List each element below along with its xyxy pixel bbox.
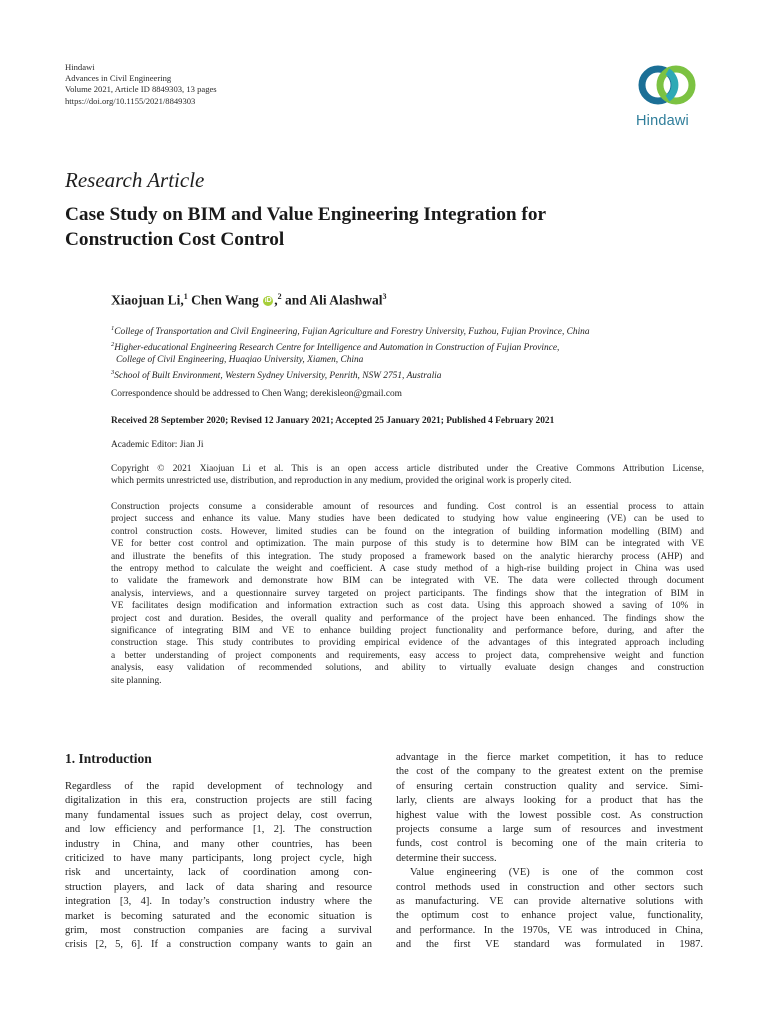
body-line: determine their success.: [396, 852, 497, 864]
author-name[interactable]: Xiaojuan Li,: [111, 292, 184, 308]
publisher-name: Hindawi: [65, 62, 95, 72]
body-line: integration [3, 4]. In today’s construction industry where the: [65, 896, 372, 908]
body-line: larly, clients are always looking for a product that has the: [396, 795, 703, 807]
body-line: criticized to have many participants, long project cycle, high: [65, 853, 372, 865]
doi-link[interactable]: https://doi.org/10.1155/2021/8849303: [65, 95, 196, 106]
body-line: highest value with the lowest possible cost. As construction: [396, 809, 703, 821]
abstract-line: control construction costs. However, limited studies can be found on the integration of building information modelling (BIM) and: [111, 526, 704, 537]
body-line: and the first VE standard was formulated in 1987.: [396, 939, 703, 951]
affiliation: $^1$College of Transportation and Civil Engineering, Fujian Agriculture and Forestry University, Fuzhou, Fujian Province, China: [111, 325, 590, 338]
orcid-icon[interactable]: iD: [264, 297, 272, 305]
abstract-line: VE facilitates design modification and information extraction such as cost data. Using this approach showed a saving of 10% in: [111, 601, 704, 612]
body-line: projects consume a large sum of resources and investment: [396, 824, 703, 836]
body-column-right: [396, 751, 703, 953]
body-line: many fundamental issues such as project delay, cost overrun,: [65, 809, 372, 821]
body-line: industry in China, and many other countries, has been: [65, 838, 372, 850]
copyright-line: Copyright © 2021 Xiaojuan Li et al. This is an open access article distributed under the Creative Commons Attribution License,: [111, 464, 704, 474]
author-name[interactable]: and Ali Alashwal: [284, 292, 383, 308]
body-line: Regardless of the rapid development of technology and: [65, 781, 372, 792]
body-line: crisis [2, 5, 6]. If a construction company wants to gain an: [65, 939, 372, 951]
abstract: [111, 501, 704, 687]
title-line: Construction Cost Control: [65, 229, 285, 250]
author-affil-ref: 1: [183, 292, 188, 301]
body-line: as manufacturing. VE can provide alternative solutions with: [396, 896, 703, 908]
article-type: Research Article: [65, 168, 205, 192]
copyright-line: which permits unrestricted use, distribution, and reproduction in any medium, provided the original work is properly cited.: [111, 476, 572, 487]
body-line: control methods used in construction and other sectors such: [396, 881, 703, 893]
abstract-line: analysis, interviews, and a questionnaire survey targeted on project participants. The findings show that the integration of BIM in: [111, 588, 704, 599]
author-list: Xiaojuan Li,$^1$ Chen Wang iD ,$^2$ and Ali Alashwal$^3$: [111, 292, 387, 308]
title-line: Case Study on BIM and Value Engineering Integration for: [65, 204, 547, 225]
abstract-line: to validate the framework and demonstrate how BIM can be integrated with VE. The data were collected through document: [111, 576, 704, 587]
body-line: the optimum cost to enhance project value, functionality,: [396, 910, 703, 922]
abstract-line: the entropy method to calculate the weight and coefficient. A case study method of a high-rise building project in China was used: [111, 564, 704, 575]
hindawi-logo-text: Hindawi: [636, 113, 689, 129]
affiliation: $^2$Higher-educational Engineering Research Centre for Intelligence and Automation in Construction of Fujian Province,: [111, 340, 560, 353]
body-line: risk and uncertainty, lack of coordination among con-: [65, 867, 372, 879]
author-name[interactable]: Chen Wang: [191, 292, 259, 308]
body-line: Value engineering (VE) is one of the common cost: [410, 867, 703, 879]
author-affil-ref: 3: [382, 292, 387, 301]
section-heading: 1. Introduction: [65, 751, 152, 766]
abstract-line: VE for better cost control and optimization. The main purpose of this study is to determine how BIM can be integrated with VE: [111, 539, 704, 550]
abstract-line: Construction projects consume a considerable amount of resources and funding. Cost control is an essential process to attain: [111, 502, 704, 512]
publication-dates: Received 28 September 2020; Revised 12 January 2021; Accepted 25 January 2021; Published 4 February 2021: [111, 416, 555, 426]
copyright-notice: [111, 463, 704, 488]
abstract-line: site planning.: [111, 675, 162, 686]
abstract-line: project success and enhance its value. Many studies have been dedicated to studying how value engineering (VE) can be used to: [111, 514, 704, 525]
body-line: and low efficiency and performance [1, 2]. The construction: [65, 824, 372, 836]
body-line: grim, most construction companies are facing a survival: [65, 925, 372, 937]
abstract-line: and illustrate the benefits of this integration. The study proposed a framework based on the analytic hierarchy process (AHP) and: [111, 551, 704, 562]
journal-name: Advances in Civil Engineering: [65, 73, 172, 84]
abstract-line: project cost and duration. Besides, the overall quality and performance of the project have been enhanced. The findings show the: [111, 613, 704, 624]
abstract-line: a better understanding of project components and requirements, easy access to project data, comprehensive weight and function: [111, 650, 704, 661]
abstract-line: significance of integrating BIM and VE to enhance building project functionality and performance before, during, and after the: [111, 626, 704, 637]
body-column-left: [65, 780, 372, 953]
body-line: digitalization in this era, construction projects are still facing: [65, 795, 372, 807]
author-affil-ref: 2: [277, 292, 282, 301]
journal-meta: [65, 62, 217, 107]
volume-info: Volume 2021, Article ID 8849303, 13 pages: [65, 84, 217, 95]
affiliation: College of Civil Engineering, Huaqiao University, Xiamen, China: [116, 355, 364, 366]
body-line: the cost of the company to the greatest extent on the premise: [396, 766, 703, 778]
article-title: [65, 202, 705, 252]
academic-editor: Academic Editor: Jian Ji: [111, 440, 204, 450]
body-line: market is becoming saturated and the economic situation is: [65, 910, 372, 922]
body-line: struction players, and lack of data sharing and resource: [65, 881, 372, 893]
abstract-line: construction stage. This study contributes to providing empirical evidence of the advantages of this integrated approach including: [111, 638, 704, 649]
body-line: of ensuring certain construction quality and service. Simi-: [396, 780, 703, 792]
body-line: and performance. In the 1970s, VE was introduced in China,: [396, 924, 703, 936]
body-line: funds, cost control is becoming one of the main criteria to: [396, 838, 703, 850]
affiliation: $^3$School of Built Environment, Western Sydney University, Penrith, NSW 2751, Australia: [111, 369, 442, 382]
body-line: advantage in the fierce market competition, it has to reduce: [396, 752, 703, 763]
abstract-line: analysis, easy validation of recommended solutions, and ability to virtually evaluate design changes and construction: [111, 663, 704, 674]
correspondence: Correspondence should be addressed to Chen Wang; derekisleon@gmail.com: [111, 389, 402, 399]
affiliation-list: [111, 323, 711, 383]
